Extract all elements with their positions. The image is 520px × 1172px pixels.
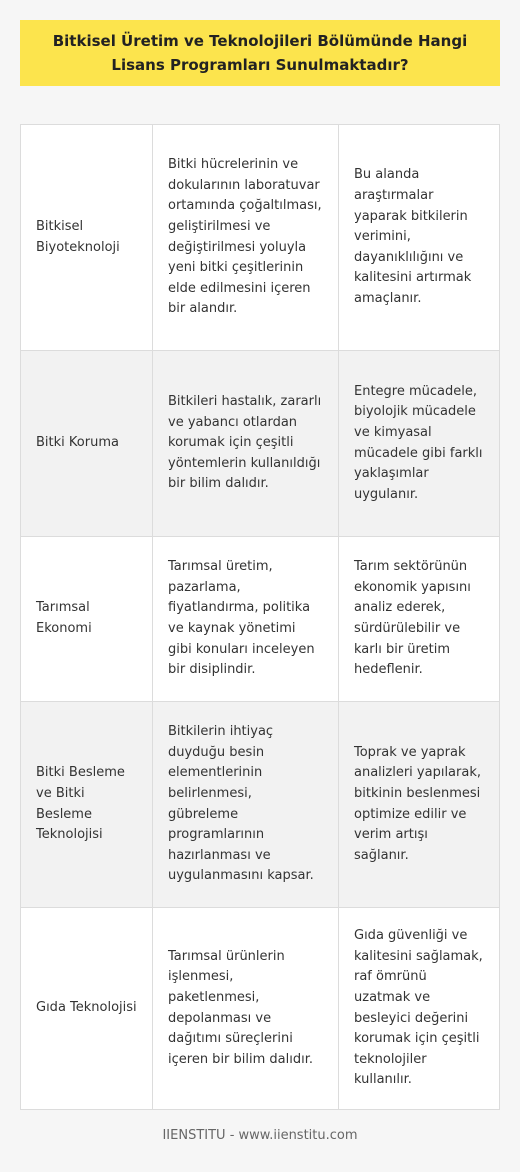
title-banner — [20, 20, 500, 86]
table-row — [21, 702, 499, 908]
program-goal-cell: Tarım sektörünün ekonomik yapısını analiz ederek, sürdürülebilir ve karlı bir üretim hedeflenir. — [354, 559, 471, 678]
program-name-cell: Bitki Besleme ve Bitki Besleme Teknolojisi — [21, 702, 153, 907]
program-description-cell: Tarımsal üretim, pazarlama, fiyatlandırma, politika ve kaynak yönetimi gibi konuları inceleyen bir disiplindir. — [153, 537, 339, 701]
program-description-cell: Bitki hücrelerinin ve dokularının laboratuvar ortamında çoğaltılması, geliştirilmesi ve değiştirilmesi yoluyla yeni bitki çeşitlerinin elde edilmesini içeren bir alandır. — [153, 125, 339, 350]
program-name-cell: Gıda Teknolojisi — [21, 908, 153, 1109]
program-name-cell: Bitki Koruma — [21, 351, 153, 536]
program-goal-cell: Bu alanda araştırmalar yaparak bitkilerin verimini, dayanıklılığını ve kalitesini artırmak amaçlanır. — [354, 167, 472, 306]
program-name-cell: Bitkisel Biyoteknoloji — [21, 125, 153, 350]
programs-table — [20, 124, 500, 1110]
page-title: Bitkisel Üretim ve Teknolojileri Bölümünde Hangi Lisans Programları Sunulmaktadır? — [52, 32, 468, 74]
footer-credit: IIENSTITU - www.iienstitu.com — [162, 1128, 358, 1143]
table-row — [21, 351, 499, 537]
program-goal-cell: Toprak ve yaprak analizleri yapılarak, bitkinin beslenmesi optimize edilir ve verim artışı sağlanır. — [354, 744, 481, 863]
table-row — [21, 537, 499, 702]
program-goal-cell: Entegre mücadele, biyolojik mücadele ve kimyasal mücadele gibi farklı yaklaşımlar uygulanır. — [354, 383, 483, 502]
program-description-cell: Tarımsal ürünlerin işlenmesi, paketlenmesi, depolanması ve dağıtımı süreçlerini içeren bir bilim dalıdır. — [153, 908, 339, 1109]
program-goal-cell: Gıda güvenliği ve kalitesini sağlamak, raf ömrünü uzatmak ve besleyici değerini korumak için çeşitli teknolojiler kullanılır. — [354, 928, 483, 1088]
program-description-cell: Bitkilerin ihtiyaç duyduğu besin elementlerinin belirlenmesi, gübreleme programlarının hazırlanması ve uygulanmasını kapsar. — [153, 702, 339, 907]
table-row — [21, 908, 499, 1109]
table-row — [21, 125, 499, 351]
program-name-cell: Tarımsal Ekonomi — [21, 537, 153, 701]
program-description-cell: Bitkileri hastalık, zararlı ve yabancı otlardan korumak için çeşitli yöntemlerin kullanıldığı bir bilim dalıdır. — [153, 351, 339, 536]
